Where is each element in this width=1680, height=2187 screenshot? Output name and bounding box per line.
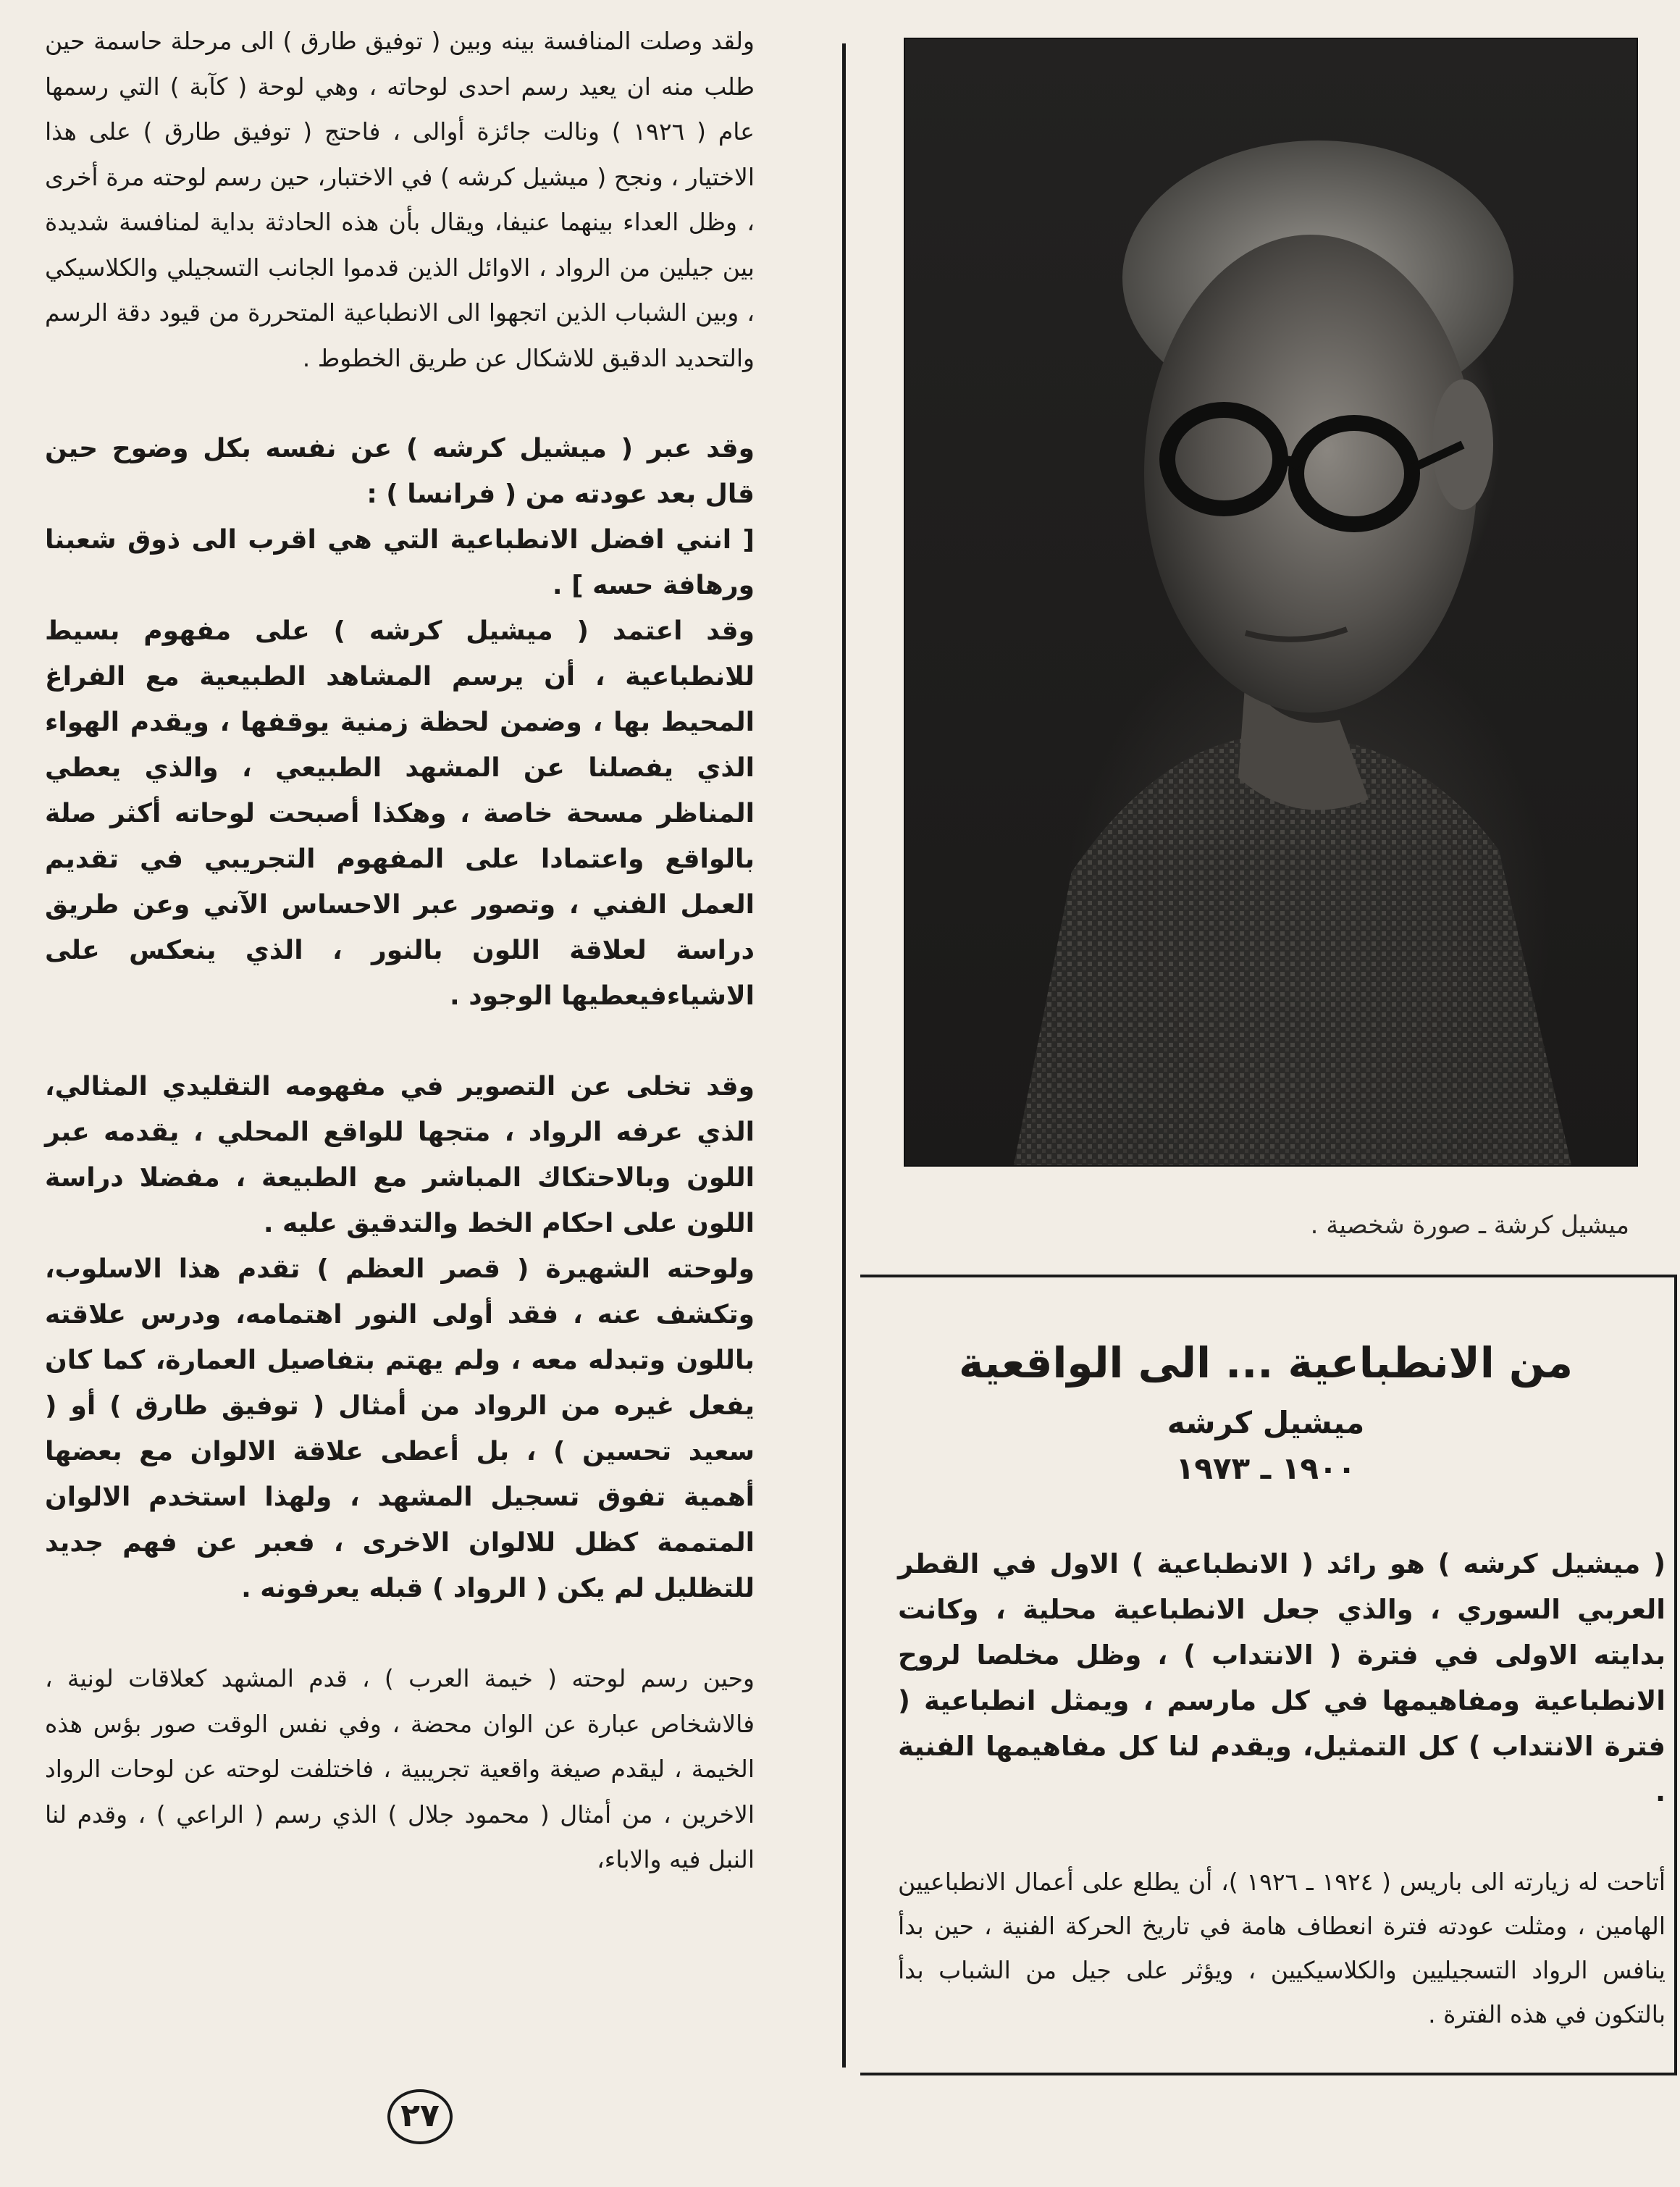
article-paragraph-5: ولوحته الشهيرة ( قصر العظم ) تقدم هذا الاسلوب، وتكشف عنه ، فقد أولى النور اهتمامه، ودرس علاقته باللون وتبدله معه ، ولم يهتم بتفاصيل العمارة، كما كان يفعل غيره من الرواد من أمثال ( توفيق طارق ) أو ( سعيد تحسين ) ، بل أعطى علاقة الالوان مع بعضها أهمية تفوق تسجيل المشهد ، ولهذا استخدم الالوان المتممة كظل للالوان الاخرى ، فعبر عن فهم جديد للتظليل لم يكن ( الرواد ) قبله يعرفونه . [45, 1254, 755, 1603]
article-paragraph-2: وقد عبر ( ميشيل كرشه ) عن نفسه بكل وضوح حين قال بعد عودته من ( فرانسا ) : [45, 434, 755, 509]
article-paragraph-4: وقد تخلى عن التصوير في مفهومه التقليدي المثالي، الذي عرفه الرواد ، متجها للواقع المحلي ، يقدمه عبر اللون وبالاحتكاك المباشر مع الطبيعة ، مفضلا دراسة اللون على احكام الخط والتدقيق عليه . [45, 1072, 755, 1238]
page-number: ٢٧ [387, 2089, 453, 2144]
article-paragraph-6: وحين رسم لوحته ( خيمة العرب ) ، قدم المشهد كعلاقات لونية ، فالاشخاص عبارة عن الوان محضة ، وفي نفس الوقت صور بؤس هذه الخيمة ، ليقدم صيغة واقعية تجريبية ، فاختلفت لوحته عن لوحات الرواد الاخرين ، من أمثال ( محمود جلال ) الذي رسم ( الراعي ) ، وقدم لنا النبل فيه والاباء، [45, 1664, 755, 1873]
box-artist-years: ١٩٠٠ ـ ١٩٧٣ [1175, 1451, 1356, 1486]
article-quote: [ انني افضل الانطباعية التي هي اقرب الى ذوق شعبنا ورهافة حسه ] . [45, 525, 755, 600]
article-column [45, 19, 755, 1883]
box-title: من الانطباعية ... الى الواقعية [958, 1338, 1574, 1388]
box-body [898, 1860, 1666, 2036]
box-intro [898, 1541, 1666, 1815]
column-divider [842, 43, 846, 2068]
box-artist-name: ميشيل كرشه [1167, 1405, 1365, 1440]
photo-caption: ميشيل كرشة ـ صورة شخصية . [1310, 1211, 1629, 1240]
box-intro-paragraph: ( ميشيل كرشه ) هو رائد ( الانطباعية ) الاول في القطر العربي السوري ، والذي جعل الانطباعية محلية ، وكانت بدايته الاولى في فترة ( الانتداب ) ، وظل مخلصا لروح الانطباعية ومفاهيمها في كل مارسم ، ويمثل انطباعية ( فترة الانتداب ) كل التمثيل، ويقدم لنا كل مفاهيمها الفنية . [898, 1548, 1666, 1808]
article-paragraph-3: وقد اعتمد ( ميشيل كرشه ) على مفهوم بسيط للانطباعية ، أن يرسم المشاهد الطبيعية مع الفراغ المحيط بها ، وضمن لحظة زمنية يوقفها ، ويقدم الهواء الذي يفصلنا عن المشهد الطبيعي ، والذي يعطي المناظر مسحة خاصة ، وهكذا أصبحت لوحاته أكثر صلة بالواقع واعتمادا على المفهوم التجريبي في تقديم العمل الفني ، وتصور عبر الاحساس الآني وعن طريق دراسة لعلاقة اللون بالنور ، الذي ينعكس على الاشياءفيعطيها الوجود . [45, 616, 755, 1011]
article-paragraph-1: ولقد وصلت المنافسة بينه وبين ( توفيق طارق ) الى مرحلة حاسمة حين طلب منه ان يعيد رسم احدى لوحاته ، وهي لوحة ( كآبة ) التي رسمها عام ( ١٩٢٦ ) ونالت جائزة أوالى ، فاحتج ( توفيق طارق ) على هذا الاختيار ، ونجح ( ميشيل كرشه ) في الاختبار، حين رسم لوحته مرة أخرى ، وظل العداء بينهما عنيفا، ويقال بأن هذه الحادثة بداية لمنافسة شديدة بين جيلين من الرواد ، الاوائل الذين قدموا الجانب التسجيلي والكلاسيكي ، وبين الشباب الذين اتجهوا الى الانطباعية المتحررة من قيود دقة الرسم والتحديد الدقيق للاشكال عن طريق الخطوط . [45, 27, 755, 372]
portrait-photo [904, 38, 1638, 1167]
box-body-paragraph: أتاحت له زيارته الى باريس ( ١٩٢٤ ـ ١٩٢٦ )، أن يطلع على أعمال الانطباعيين الهامين ، ومثلت عودته فترة انعطاف هامة في تاريخ الحركة الفنية ، حين بدأ ينافس الرواد التسجيليين والكلاسيكيين ، ويؤثر على جيل من الشباب بدأ بالتكون في هذه الفترة . [898, 1868, 1666, 2028]
portrait-illustration [905, 39, 1637, 1165]
